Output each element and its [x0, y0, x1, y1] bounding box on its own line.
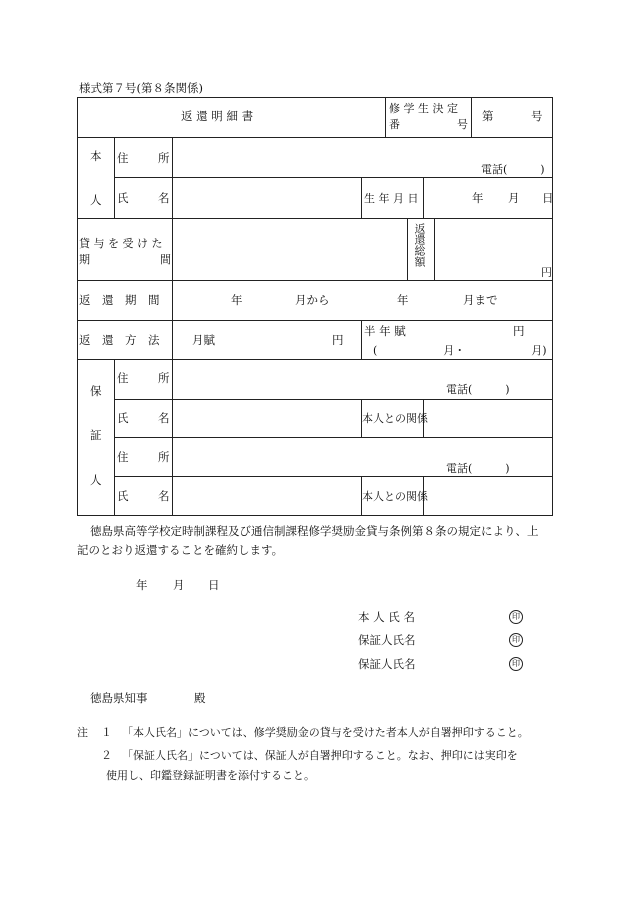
honnin-label: 本	[90, 149, 102, 163]
form-border-left	[77, 97, 78, 516]
date-day: 日	[208, 578, 220, 592]
guarantor-b-name-label: 保証人氏名	[358, 657, 416, 671]
decision-number-label: 修 学 生 決 定	[389, 102, 458, 115]
guarantor2-name-label: 氏	[117, 489, 129, 503]
repayment-detail-form: 返 還 明 細 書 修 学 生 決 定 番 号 第 号 本 人 住 所 電話( ) 氏 名 生 年 月 日 年 月 日 貸 与 を 受 け た 期 間 返還総額 円 返 還 期 間 年 月から 年 月まで 返 還 方 法 月賦 円 半 年 賦 円 ( 月・ 月) 保 証 人 住 所 電話( ) 氏 名 本人との関係 住 所 電話( ) 氏 名 本人との関係	[77, 97, 553, 516]
guarantor1-phone: 電話( )	[446, 383, 510, 396]
date-month: 月	[173, 578, 185, 592]
name-label: 氏	[117, 191, 129, 205]
self-seal-icon: 印	[509, 610, 523, 624]
notes-label: 注	[77, 726, 88, 739]
note2-text: 「保証人氏名」については、保証人が自署押印すること。なお、押印には実印を	[122, 749, 518, 762]
guarantor-label: 保	[90, 384, 102, 398]
pledge-text-line1: 徳島県高等学校定時制課程及び通信制課程修学奨励金貸与条例第８条の規定により、上	[90, 524, 539, 538]
self-name-label: 本 人 氏 名	[358, 610, 415, 624]
guarantor1-name-label: 氏	[117, 411, 129, 425]
note1-text: 「本人氏名」については、修学奨励金の貸与を受けた者本人が自署押印すること。	[122, 726, 529, 739]
monthly-label: 月賦	[192, 333, 215, 347]
guarantor-a-seal-icon: 印	[509, 633, 523, 647]
guarantor2-address-label: 住	[117, 450, 129, 464]
semiannual-label: 半 年 賦	[364, 324, 406, 338]
loan-period-label: 貸 与 を 受 け た	[79, 237, 163, 250]
form-title: 返 還 明 細 書	[181, 109, 254, 123]
pledge-text-line2: 記のとおり返還することを確約します。	[77, 543, 284, 557]
total-repayment-label: 返還総額	[413, 223, 426, 267]
addressee-honorific: 殿	[194, 691, 206, 705]
guarantor2-phone: 電話( )	[446, 462, 510, 475]
semiannual-months: ( 月・ 月)	[373, 344, 547, 357]
guarantor1-relation-label: 本人との関係	[362, 412, 428, 425]
form-number: 様式第７号(第８条関係)	[79, 81, 203, 95]
guarantor2-relation-label: 本人との関係	[362, 490, 428, 503]
date-year: 年	[136, 578, 148, 592]
form-border-bottom	[77, 515, 553, 516]
note2-continuation: 使用し、印鑑登録証明書を添付すること。	[106, 769, 315, 782]
birthdate-label: 生 年 月 日	[364, 192, 419, 205]
form-border-right	[552, 97, 553, 516]
guarantor1-address-label: 住	[117, 371, 129, 385]
note2-number: ２	[101, 749, 112, 762]
note1-number: １	[101, 726, 112, 739]
decision-number-suffix: 号	[531, 109, 543, 123]
addressee-governor: 徳島県知事	[90, 691, 148, 705]
repayment-method-label: 返 還 方 法	[79, 333, 160, 347]
repayment-period-label: 返 還 期 間	[79, 293, 160, 307]
guarantor-a-name-label: 保証人氏名	[358, 633, 416, 647]
address-label: 住	[117, 151, 129, 165]
phone-label: 電話( )	[481, 163, 545, 176]
decision-number-prefix: 第	[482, 109, 494, 123]
guarantor-b-seal-icon: 印	[509, 657, 523, 671]
form-border-top	[77, 97, 553, 98]
